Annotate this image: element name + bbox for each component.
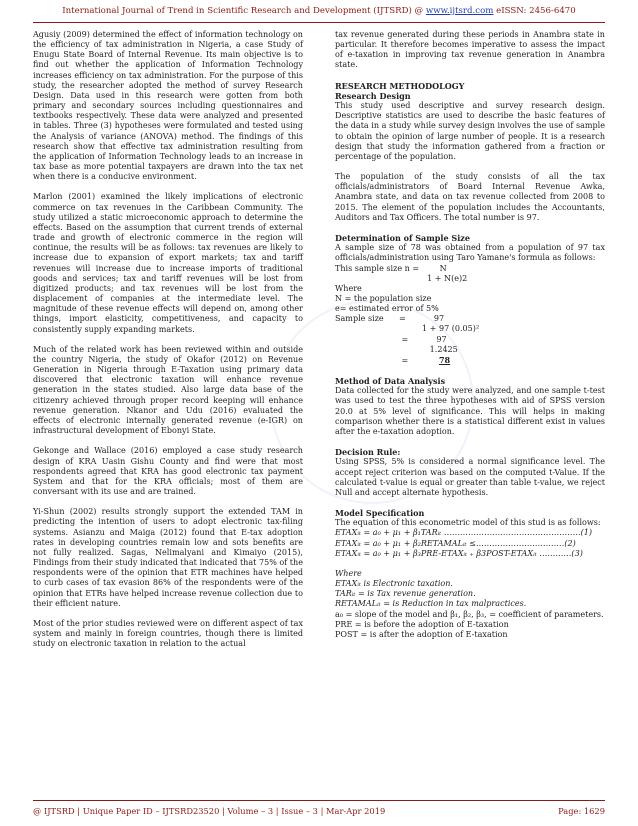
definition-pre: PRE = is before the adoption of E-taxation [335,619,509,629]
where-label-2: Where [335,568,362,578]
methodology-heading: RESEARCH METHODOLOGY [335,80,465,91]
journal-header [0,6,638,16]
population-definition: N = the population size [335,294,432,304]
formula-numerator: This sample size n = N [335,263,447,273]
right-intro: tax revenue generated during these periods in Anambra state in particular. It therefore becomes imperative to assess the impact of e-taxation in improving tax revenue generation in Anambra state. [335,30,605,70]
left-paragraph-5: Yi-Shun (2002) results strongly support the extended TAM in predicting the intention of users to adopt electronic tax-filing systems. Asianzu and Maiga (2012) found that E-tax adoption rates in developing countries remain low and sots benefits are not fully realized. Sagas, Nelimalyani and Kimaiyo (2015), Findings from their study indicated that indicated that 75% of the respondents were of the opinion that ETR machines have helped to curb cases of tax evasion 86% of the respondents were of the opinion that ETRs have helped increase revenue collection due to their efficient nature. [33,507,303,608]
calc-line-4: 1.2425 [335,344,458,354]
left-paragraph-3: Much of the related work has been reviewed within and outside the country Nigeria, the study of Okafor (2012) on Revenue Generation in Nigeria through E-Taxation using primary data discovered that electronic taxation will enhance revenue generation in the states studied. Also large data base of the citizenry achieved through proper record keeping will enhance revenue generation. Nkanor and Udu (2016) evaluated the effects of electronic internally generated revenue (e-IGR) on infrastructural development of Ebonyi State. [33,344,303,436]
definition-retamal: RETAMALᵢₜ = is Reduction in tax malpractices. [335,599,527,609]
footer-rule [33,800,605,801]
data-analysis-text: Data collected for the study were analyzed, and one sample t-test was used to test the three hypotheses with aid of SPSS version 20.0 at 5% level of significance. This will helps in making comparison whether there is a statistical different exist in values after the e-taxation adoption. [335,386,605,436]
right-column [335,30,605,640]
left-column [33,30,303,660]
calc-line-2: 1 + 97 (0.05)² [335,324,480,334]
journal-issn: eISSN: 2456-6470 [493,6,576,16]
formula-denominator: 1 + N(e)2 [335,273,468,283]
definition-post: POST = is after the adoption of E-taxation [335,629,508,639]
left-paragraph-4: Gekonge and Wallace (2016) employed a case study research design of KRA Uasin Gishu County and find were that most respondents agreed that KRA has good electronic tax payment System and that for the KRA officials; most of them are conversant with its use and are trained. [33,446,303,496]
left-paragraph-2: Marlon (2001) examined the likely implications of electronic commerce on tax revenues in the Caribbean Community. The study utilized a static microeconomic approach to determine the effects. Based on the assumption that current trends of external trade and growth of electronic commerce in the region will continue, the results will be as follows: tax revenues are likely to increase due to expansion of export markets; tax and tariff revenues will increase due to increase imports of traditional goods and services; tax and tariff revenues will be lost from digitized products; and tax revenues will be lost from the displacement of companies at the intermediate level. The magnitude of these revenue effects will depend on, among other things, import elasticity, competitiveness, and capacity to consistently supply expanding markets. [33,192,303,334]
calc-line-1: Sample size = 97 [335,314,445,324]
research-design-heading: Research Design [335,90,411,101]
left-paragraph-6: Most of the prior studies reviewed were on different aspect of tax system and mainly in foreign countries, though there is limited study on electronic taxation in relation to the actual [33,618,303,649]
definition-etax: ETAXᵢₜ is Electronic taxation. [335,579,453,589]
page-footer [33,806,605,816]
left-paragraph-1: Agusiy (2009) determined the effect of information technology on the efficiency of tax administration in Nigeria, a case Study of Enugu State Board of Internal Revenue. Its main objective is to find out whether the application of Information Technology increases efficiency on tax administration. For the purpose of this study, the researcher adopted the method of survey Research Design. Data used in this research were gotten from both primary and secondary sources including questionnaires and textbooks respectively. These data were analyzed and presented in tables. Three (3) hypotheses were formulated and tested using the Analysis of variance (ANOVA) method. The findings of this research show that effective tax administration resulting from the application of Information Technology leads to an increase in tax base as more potential taxpayers are drawn into the tax net when there is a conducive environment. [33,30,303,182]
decision-rule-text: Using SPSS, 5% is considered a normal significance level. The accept reject criterion was based on the computed t-Value. If the calculated t-value is equal or greater than table t-value, we reject Null and accept alternate hypothesis. [335,457,605,497]
where-label: Where [335,283,362,293]
definition-tar: TARᵢₜ = is Tax revenue generation. [335,589,476,599]
decision-rule-heading: Decision Rule: [335,447,401,458]
population-text: The population of the study consists of all the tax officials/administrators of Board Internal Revenue Awka, Anambra state, and data on tax revenue collected from 2008 to 2015. The element of the population includes the Accountants, Auditors and Tax Officers. The total number is 97. [335,172,605,222]
calc-result-prefix: = [335,355,439,365]
sample-size-text: A sample size of 78 was obtained from a population of 97 tax officials/administration using Taro Yamane's formula as follows: [335,243,605,263]
data-analysis-heading: Method of Data Analysis [335,376,446,387]
calc-line-3: = 97 [335,334,447,344]
header-rule [33,22,605,23]
journal-url-link[interactable]: www.ijtsrd.com [425,6,494,16]
page-number: Page: 1629 [558,806,605,816]
sample-size-heading: Determination of Sample Size [335,233,470,244]
calc-result-value: 78 [438,354,451,365]
calc-line-5 [335,355,605,366]
footer-citation: @ IJTSRD | Unique Paper ID – IJTSRD23520 | Volume – 3 | Issue – 3 | Mar-Apr 2019 [33,806,386,816]
model-spec-text: The equation of this econometric model of this stud is as follows: [335,518,601,528]
error-definition: e= estimated error of 5% [335,304,439,314]
journal-name: International Journal of Trend in Scientific Research and Development (IJTSRD) @ [62,6,426,16]
equation-1: ETAXᵢₜ = a₀ + μ₁ + β₁TARᵢₜ ……………………………………………(1) [335,528,593,538]
model-spec-heading: Model Specification [335,508,425,519]
equation-2: ETAXᵢₜ = a₀ + μ₁ + β₂RETAMALᵢₜ ≤……………………………(2) [335,538,576,548]
research-design-text: This study used descriptive and survey research design. Descriptive statistics are used to describe the basic features of the data in a study while survey design involves the use of sample to obtain the opinion of large number of people. It is a research design that study the information gathered from a fraction or percentage of the population. [335,101,605,161]
equation-3: ETAXᵢₜ = a₀ + μ₁ + β₃PRE-ETAXᵢₜ ₊ β3POST-ETAXᵢₜ …………(3) [335,548,583,558]
definition-slope: a₀ = slope of the model and β₁, β₂, β₃, = coefficient of parameters. [335,609,604,619]
